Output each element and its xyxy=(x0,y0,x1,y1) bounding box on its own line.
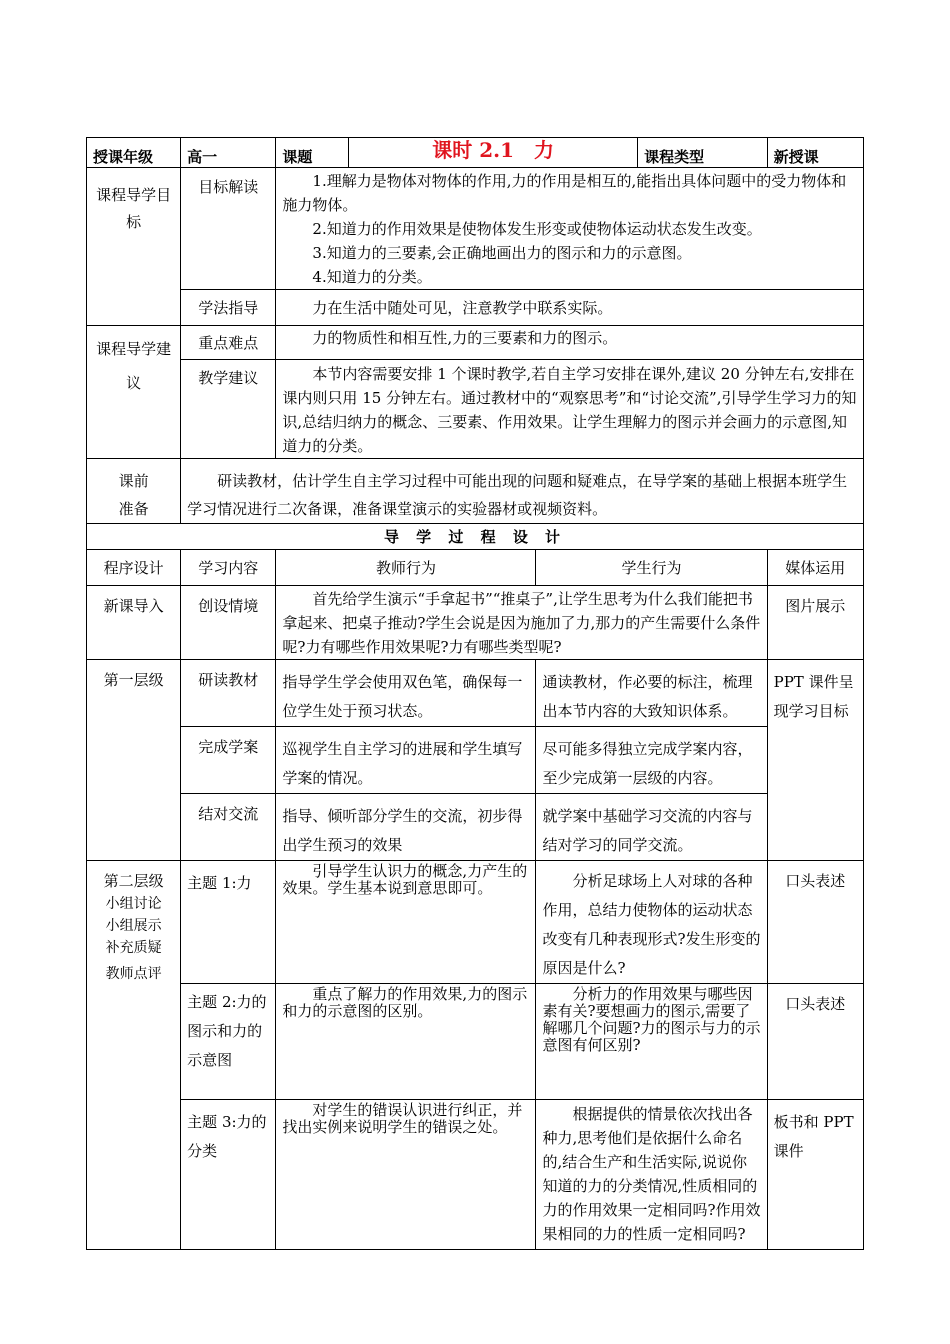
level1-row xyxy=(87,660,864,727)
level2-sub-item: 补充质疑 xyxy=(105,940,162,956)
level1-student: 通读教材，作必要的标注，梳理出本节内容的大致知识体系。 xyxy=(536,660,767,727)
key-text: 力的物质性和相互性,力的三要素和力的图示。 xyxy=(276,326,864,360)
target-label: 目标解读 xyxy=(181,168,276,290)
level2-media: 板书和 PPT 课件 xyxy=(767,1100,863,1250)
intro-stage: 新课导入 xyxy=(87,586,181,660)
column-header: 学生行为 xyxy=(536,550,767,586)
level2-teacher: 引导学生认识力的概念,力产生的效果。学生基本说到意思即可。 xyxy=(276,861,536,984)
level1-teacher: 巡视学生自主学习的进展和学生填写学案的情况。 xyxy=(276,727,536,794)
process-title: 导 学 过 程 设 计 xyxy=(87,524,864,550)
level2-media: 口头表述 xyxy=(767,861,863,984)
lesson-plan-table xyxy=(86,137,864,1250)
target-item: 2.知道力的作用效果是使物体发生形变或使物体运动状态发生改变。 xyxy=(312,220,762,238)
advice-section-label: 课程导学建议 xyxy=(87,326,181,459)
method-text: 力在生活中随处可见，注意教学中联系实际。 xyxy=(276,290,864,326)
level2-sub-item: 小组展示 xyxy=(105,918,162,934)
topic-label: 课题 xyxy=(276,138,349,168)
process-title-row xyxy=(87,524,864,550)
header-row xyxy=(87,138,864,168)
level2-student: 根据提供的情景依次找出各种力,思考他们是依据什么命名的,结合生产和生活实际,说说你知道的力的分类情况,性质相同的力的作用效果一定相同吗?作用效果相同的力的性质一定相同吗? xyxy=(536,1100,767,1250)
level2-content: 主题 2:力的图示和力的示意图 xyxy=(181,984,276,1100)
level2-stage-cell xyxy=(87,861,181,1250)
column-header: 学习内容 xyxy=(181,550,276,586)
prep-text: 研读教材，估计学生自主学习过程中可能出现的问题和疑难点，在导学案的基础上根据本班学生学习情况进行二次备课，准备课堂演示的实验器材或视频资料。 xyxy=(181,459,864,524)
level2-row xyxy=(87,1100,864,1250)
level2-teacher: 对学生的错误认识进行纠正，并找出实例来说明学生的错误之处。 xyxy=(276,1100,536,1250)
key-row xyxy=(87,326,864,360)
target-item: 4.知道力的分类。 xyxy=(312,268,432,286)
level1-stage: 第一层级 xyxy=(87,660,181,861)
level2-content: 主题 1:力 xyxy=(181,861,276,984)
level1-teacher: 指导、倾听部分学生的交流，初步得出学生预习的效果 xyxy=(276,794,536,861)
level2-media: 口头表述 xyxy=(767,984,863,1100)
lesson-title: 课时 2.1 力 xyxy=(349,138,638,168)
level2-student: 分析力的作用效果与哪些因素有关?要想画力的图示,需要了解哪几个问题?力的图示与力的示意图有何区别? xyxy=(536,984,767,1100)
prep-row xyxy=(87,459,864,524)
level2-student: 分析足球场上人对球的各种作用，总结力使物体的运动状态改变有几种表现形式?发生形变的原因是什么? xyxy=(536,861,767,984)
level2-row xyxy=(87,861,864,984)
intro-content: 创设情境 xyxy=(181,586,276,660)
level2-sub-item: 教师点评 xyxy=(105,966,162,982)
type-label: 课程类型 xyxy=(638,138,768,168)
intro-row xyxy=(87,586,864,660)
level1-teacher: 指导学生学会使用双色笔，确保每一位学生处于预习状态。 xyxy=(276,660,536,727)
prep-label: 课前准备 xyxy=(87,459,181,524)
target-item: 1.理解力是物体对物体的作用,力的作用是相互的,能指出具体问题中的受力物体和施力物体。 xyxy=(282,172,847,214)
method-row xyxy=(87,290,864,326)
grade-label: 授课年级 xyxy=(87,138,181,168)
level1-media: PPT 课件呈现学习目标 xyxy=(767,660,863,861)
teach-label: 教学建议 xyxy=(181,360,276,459)
target-row xyxy=(87,168,864,290)
column-header: 教师行为 xyxy=(276,550,536,586)
level1-content: 结对交流 xyxy=(181,794,276,861)
level1-student: 就学案中基础学习交流的内容与结对学习的同学交流。 xyxy=(536,794,767,861)
level1-row xyxy=(87,794,864,861)
method-label: 学法指导 xyxy=(181,290,276,326)
level2-teacher: 重点了解力的作用效果,力的图示和力的示意图的区别。 xyxy=(276,984,536,1100)
teach-text: 本节内容需要安排 1 个课时教学,若自主学习安排在课外,建议 20 分钟左右,安排在课内则只用 15 分钟左右。通过教材中的“观察思考”和“讨论交流”,引导学生学习力的知识,总结归纳力的概念、三要素、作用效果。让学生理解力的图示并会画力的示意图,知道力的分类。 xyxy=(276,360,864,459)
intro-media: 图片展示 xyxy=(767,586,863,660)
process-column-headers xyxy=(87,550,864,586)
column-header: 媒体运用 xyxy=(767,550,863,586)
target-item: 3.知道力的三要素,会正确地画出力的图示和力的示意图。 xyxy=(312,244,692,262)
column-header: 程序设计 xyxy=(87,550,181,586)
level1-student: 尽可能多得独立完成学案内容，至少完成第一层级的内容。 xyxy=(536,727,767,794)
level1-row xyxy=(87,727,864,794)
intro-action: 首先给学生演示“手拿起书”“推桌子”,让学生思考为什么我们能把书拿起来、把桌子推动?学生会说是因为施加了力,那力的产生需要什么条件呢?力有哪些作用效果呢?力有哪些类型呢? xyxy=(276,586,767,660)
level2-stage: 第二层级 xyxy=(103,872,164,890)
lesson-plan-sheet xyxy=(86,137,864,1250)
grade-value: 高一 xyxy=(181,138,276,168)
level1-content: 完成学案 xyxy=(181,727,276,794)
level1-content: 研读教材 xyxy=(181,660,276,727)
target-list xyxy=(276,168,864,290)
type-value: 新授课 xyxy=(767,138,863,168)
level2-sub-item: 小组讨论 xyxy=(105,896,162,912)
teach-row xyxy=(87,360,864,459)
goals-section-label: 课程导学目标 xyxy=(87,168,181,326)
level2-row xyxy=(87,984,864,1100)
key-label: 重点难点 xyxy=(181,326,276,360)
level2-content: 主题 3:力的分类 xyxy=(181,1100,276,1250)
